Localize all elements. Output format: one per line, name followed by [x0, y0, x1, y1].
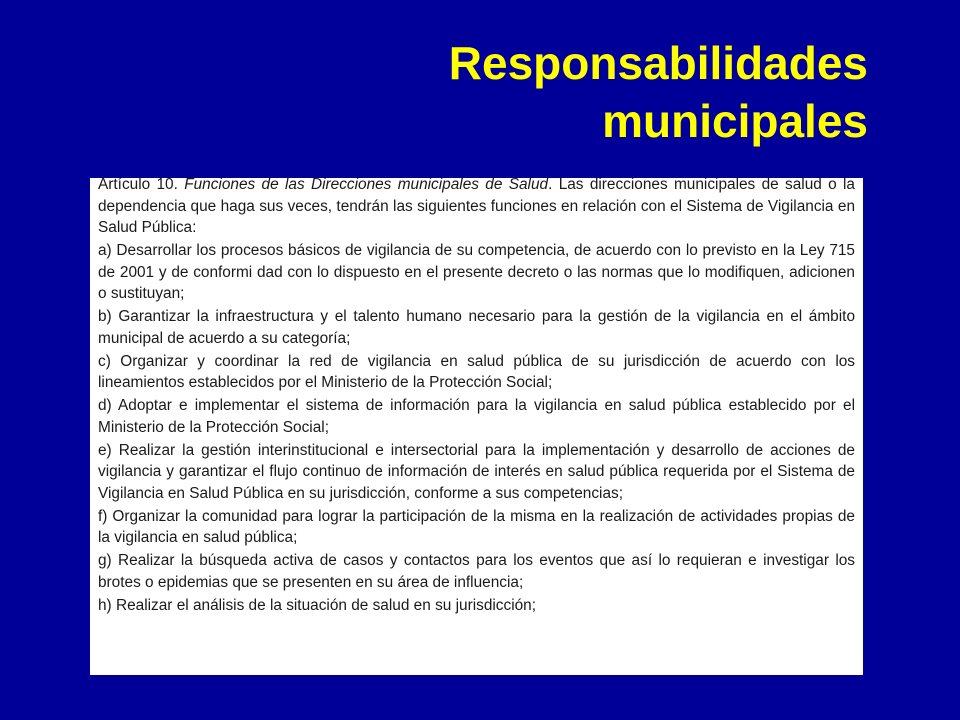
list-item-e: e) Realizar la gestión interinstitucional e intersectorial para la implementación y desarrollo de acciones de vigilancia y garantizar el flujo continuo de información de interés en salud pública requerida por el Sistema de Vigilancia en Salud Pública en su jurisdicción, conforme a sus competencias;	[98, 441, 855, 502]
article-prefix: Artículo 10.	[98, 178, 185, 193]
slide-title-line-2: municipales	[602, 95, 868, 147]
list-item-d: d) Adoptar e implementar el sistema de información para la vigilancia en salud pública establecido por el Ministerio de la Protección Social;	[98, 397, 855, 436]
list-item-h: h) Realizar el análisis de la situación de salud en su jurisdicción;	[98, 596, 537, 614]
article-intro: . Las direcciones municipales de salud o la dependencia que haga sus veces, tendrán las siguientes funciones en relación con el Sistema de Vigilancia en Salud Pública:	[98, 178, 855, 237]
list-item-c: c) Organizar y coordinar la red de vigilancia en salud pública de su jurisdicción de acuerdo con los lineamientos establecidos por el Ministerio de la Protección Social;	[98, 352, 855, 392]
article-intro-paragraph	[98, 178, 855, 239]
list-item-f: f) Organizar la comunidad para lograr la participación de la misma en la realización de actividades propias de la vigilancia en salud pública;	[98, 507, 855, 547]
list-item-b: b) Garantizar la infraestructura y el talento humano necesario para la gestión de la vigilancia en el ámbito municipal de acuerdo a su categoría;	[98, 308, 855, 347]
document-excerpt	[90, 178, 863, 675]
list-item-a: a) Desarrollar los procesos básicos de vigilancia de su competencia, de acuerdo con lo previsto en la Ley 715 de 2001 y de conformi dad con lo dispuesto en el presente decreto o las normas que lo modifiquen, adicionen o sustituyan;	[98, 242, 855, 303]
slide-title-line-1: Responsabilidades	[448, 37, 868, 89]
article-title: Funciones de las Direcciones municipales de Salud	[184, 178, 549, 193]
list-item-g: g) Realizar la búsqueda activa de casos y contactos para los eventos que así lo requieran e investigar los brotes o epidemias que se presenten en su área de influencia;	[98, 552, 855, 591]
slide-title	[168, 34, 868, 150]
